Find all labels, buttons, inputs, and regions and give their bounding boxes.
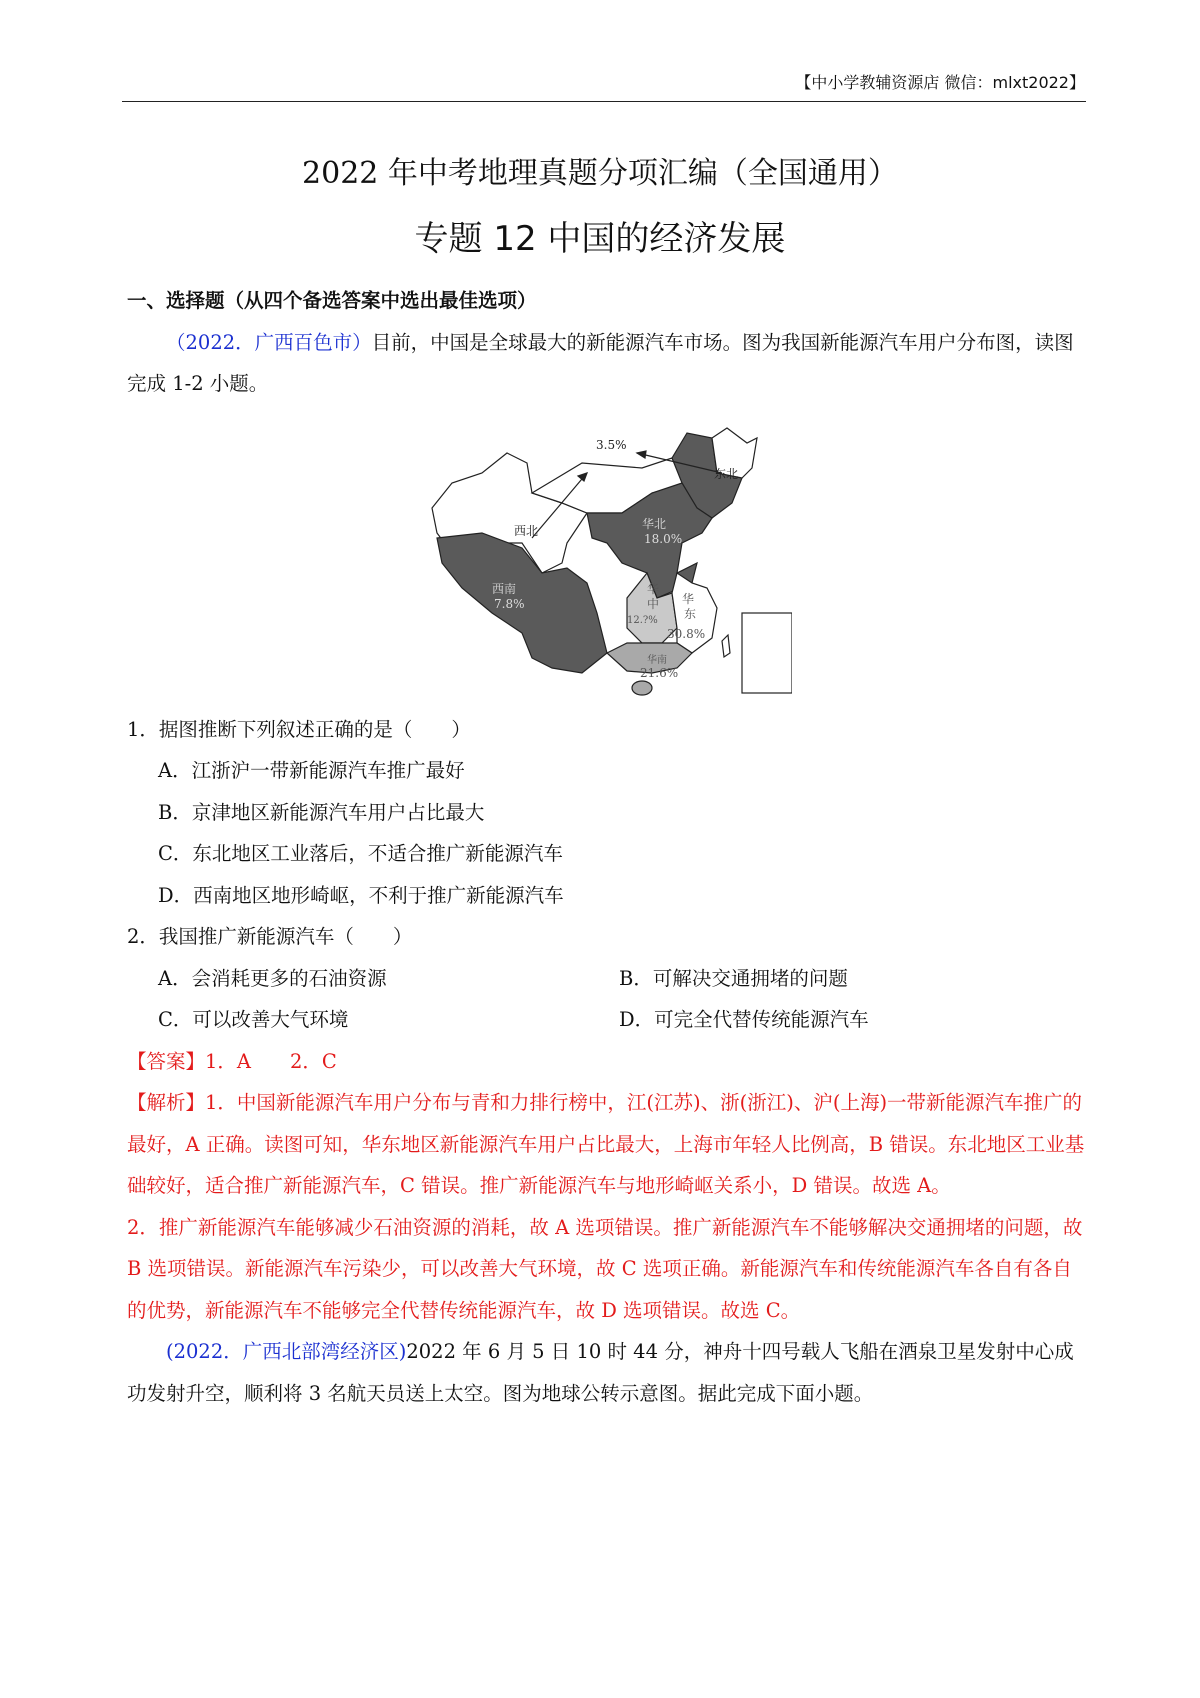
map-label-s-pct: 21.6% [640,665,679,680]
source-tag: （2022．广西百色市） [166,330,372,354]
hainan-island [632,681,652,695]
q1-option-a: A．江浙沪一带新能源汽车推广最好 [158,759,465,782]
map-label-n-pct: 18.0% [644,531,683,546]
source-tag-2: (2022．广西北部湾经济区) [166,1340,407,1363]
q2-option-d: D．可完全代替传统能源汽车 [619,1008,869,1031]
q2-option-a: A．会消耗更多的石油资源 [158,966,387,990]
map-label-e-pct: 30.8% [667,626,706,641]
document-body [127,280,1086,1414]
section-heading: 一、选择题（从四个备选答案中选出最佳选项） [127,289,537,312]
taiwan-island [722,635,730,657]
q1-option-c: C．东北地区工业落后，不适合推广新能源汽车 [158,842,563,865]
map-label-nw: 西北 [514,523,539,538]
map-label-c1: 华 [647,581,660,596]
map-label-c-pct: 12.?% [627,614,658,626]
south-china-sea-inset [742,613,792,693]
map-label-ne-pct: 3.5% [596,437,627,452]
q2-option-c: C．可以改善大气环境 [158,1008,349,1031]
answer: 【答案】1．A 2．C [127,1049,337,1073]
analysis-1: 【解析】1．中国新能源汽车用户分布与青和力排行榜中，江(江苏)、浙(浙江)、沪(上海)一带新能源汽车推广的最好，A 正确。读图可知，华东地区新能源汽车用户占比最大，上海市年轻人比例高，B 错误。东北地区工业基础较好，适合推广新能源汽车，C 错误。推广新能源汽车与地形崎岖关系小，D 错误。故选 A。 [127,1091,1085,1197]
map-label-e1: 华 [682,591,695,606]
map-label-sw-pct: 7.8% [494,596,525,611]
header-note: 【中小学教辅资源店 微信：mlxt2022】 [795,73,1085,92]
map-label-ne: 东北 [714,466,739,481]
document-title: 2022 年中考地理真题分项汇编（全国通用） [302,156,898,191]
intro-text-2: 2022 年 6 月 5 日 10 时 44 分，神舟十四号载人飞船在酒泉卫星发射中心成功发射升空，顺利将 3 名航天员送上太空。图为地球公转示意图。据此完成下面小题。 [127,1340,1074,1405]
map-label-c2: 中 [647,596,660,611]
q2-option-b: B．可解决交通拥堵的问题 [619,966,848,990]
question-1-stem: 1．据图推断下列叙述正确的是（ ） [127,717,471,741]
q1-option-b: B．京津地区新能源汽车用户占比最大 [158,800,485,824]
map-label-e2: 东 [684,606,697,621]
intro-text: 目前，中国是全球最大的新能源汽车市场。图为我国新能源汽车用户分布图，读图完成 1-2 小题。 [127,330,1074,395]
map-label-s: 华南 [647,654,667,666]
intro-paragraph-1 [127,322,1086,405]
q1-option-d: D．西南地区地形崎岖，不利于推广新能源汽车 [158,883,564,907]
map-label-n: 华北 [642,516,667,531]
analysis-2: 2．推广新能源汽车能够减少石油资源的消耗，故 A 选项错误。推广新能源汽车不能够解决交通拥堵的问题，故 B 选项错误。新能源汽车污染少，可以改善大气环境，故 C 选项正确。新能源汽车和传统能源汽车各自有各自的优势，新能源汽车不能够完全代替传统能源汽车，故 D 选项错误。故选 C。 [127,1215,1083,1322]
question-2-stem: 2．我国推广新能源汽车（ ） [127,925,413,948]
intro-paragraph-2 [127,1331,1086,1414]
ev-user-distribution-map [127,413,1086,703]
map-label-sw: 西南 [492,581,517,596]
header-divider [122,101,1086,102]
document-subtitle: 专题 12 中国的经济发展 [414,219,786,259]
